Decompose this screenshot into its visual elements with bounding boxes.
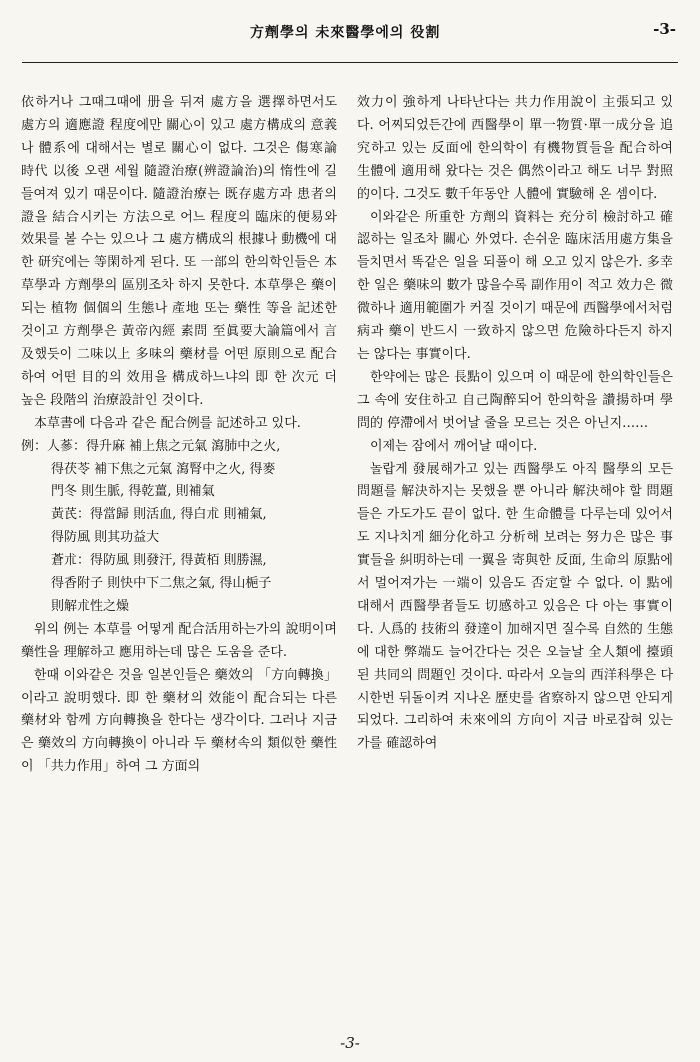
- footer-page-number: -3-: [340, 1034, 360, 1052]
- right-paragraph-5: 놀랍게 發展해가고 있는 西醫學도 아직 醫學의 모든 問題를 解決하지는 못했을 뿐 아니라 解決해야 할 問題들은 가도가도 끝이 없다. 한 生命體를 다루는데 있어서도 지나치게 細分化하고 分析해 보려는 努力은 많은 事實들을 糾明하는데 一翼을 寄與한 反面, 生命의 原點에서 멀어져가는 一端이 있음도 否定할 수 없다. 이 點에 대해서 西醫學者들도 切感하고 있음은 다 아는 事實이다. 人爲的 技術의 發達이 加해지면 질수록 自然的 生態에 대한 弊端도 늘어간다는 것은 오늘날 全人類에 擡頭된 共同의 問題인 것이다. 따라서 오늘의 西洋科學은 다시한번 뒤돌이켜 지나온 歷史를 省察하지 않으면 안되게 되었다. 그리하여 未來에의 方向이 지금 바로잡혀 있는가를 確認하여: [357, 461, 673, 752]
- right-paragraph-4: 이제는 잠에서 깨어날 때이다.: [370, 438, 538, 454]
- example-line: 例：人蔘：得升麻 補上焦之元氣 瀉肺中之火,: [21, 438, 281, 454]
- header-rule: [22, 62, 678, 63]
- example-line: 則解朮性之燥: [51, 598, 130, 614]
- example-line: 得防風 則其功益大: [51, 530, 160, 546]
- prescription-examples: [21, 436, 337, 619]
- right-paragraph-1: 效力이 強하게 나타난다는 共力作用說이 主張되고 있다. 어찌되었든간에 西醫學이 單一物質·單一成分을 追究하고 있는 反面에 한의학이 有機物質들을 配合하여 生體에 適用해 왔다는 것은 偶然이라고 해도 너무 對照的이다. 그것도 數千年동안 人體에 實驗해 온 셈이다.: [357, 95, 673, 202]
- left-paragraph-4: 한때 이와같은 것을 일본인들은 藥效의 「方向轉換」이라고 說明했다. 即 한 藥材의 效能이 配合되는 다른 藥材와 함께 方向轉換을 한다는 생각이다. 그러나 지금은 藥效의 方向轉換이 아니라 두 藥材속의 類似한 藥性이 「共力作用」하여 그 方面의: [21, 667, 337, 775]
- right-paragraph-2: 이와같은 所重한 方劑의 資料는 充分히 檢討하고 確認하는 일조차 關心 外였다. 손쉬운 臨床活用處方集을 들치면서 똑같은 일을 되풀이 해 오고 있지 않은가. 多幸한 일은 藥味의 數가 많을수록 副作用이 적고 效力은 微微하나 適用範圍가 커질 것이기 때문에 西醫學에서처럼 病과 藥이 반드시 一致하지 않으면 危險하다든지 하지는 않다는 事實이다.: [357, 209, 673, 362]
- example-line: 得茯苓 補下焦之元氣 瀉腎中之火, 得麥: [51, 461, 276, 477]
- header-page-number: -3-: [653, 20, 676, 38]
- right-paragraph-3: 한약에는 많은 長點이 있으며 이 때문에 한의학인들은 그 속에 安住하고 自己陶醉되어 한의학을 讚揚하며 學問的 停滯에서 벗어날 줄을 모르는 것은 아닌지……: [357, 369, 673, 431]
- running-title: 方劑學의 未來醫學에의 役割: [250, 25, 441, 41]
- running-header: [0, 18, 700, 46]
- example-line: 黃芪：得當歸 則活血, 得白朮 則補氣,: [51, 507, 267, 523]
- example-line: 得香附子 則快中下二焦之氣, 得山梔子: [51, 576, 272, 592]
- left-paragraph-1: 依하거나 그때그때에 册을 뒤져 處方을 選擇하면서도 處方의 適應證 程度에만 關心이 있고 處方構成의 意義나 體系에 대해서는 별로 關心이 없다. 그것은 傷寒論 時代 以後 오랜 세월 隨證治療(辨證論治)의 惰性에 길들여져 있기 때문이다. 隨證治療는 既存處方과 患者의 證을 結合시키는 方法으로 어느 程度의 臨床的便易와 效果를 볼 수는 있으나 그 處方構成의 根據나 動機에 대한 研究에는 等閑하게 된다. 또 一部의 한의학인들은 本草學과 方劑學의 區別조차 하지 못한다. 本草學은 藥이 되는 植物 個個의 生態나 產地 또는 藥性 等을 記述한 것이고 方劑學은 黃帝內經 素問 至眞要大論篇에서 言及했듯이 二味以上 多味의 藥材를 어떤 原則으로 配合하여 어떤 目的의 效用을 構成하느냐의 即 한 次元 더 높은 段階의 治療設計인 것이다.: [21, 95, 337, 408]
- example-line: 門冬 則生脈, 得乾薑, 則補氣: [51, 484, 215, 500]
- left-paragraph-3: 위의 例는 本草를 어떻게 配合活用하는가의 說明이며 藥性을 理解하고 應用하는데 많은 도움을 준다.: [21, 621, 337, 660]
- left-column: [21, 92, 337, 779]
- right-column: [357, 92, 673, 756]
- example-line: 蒼朮：得防風 則發汗, 得黃栢 則勝濕,: [51, 553, 267, 569]
- left-paragraph-2: 本草書에 다음과 같은 配合例를 記述하고 있다.: [34, 415, 301, 431]
